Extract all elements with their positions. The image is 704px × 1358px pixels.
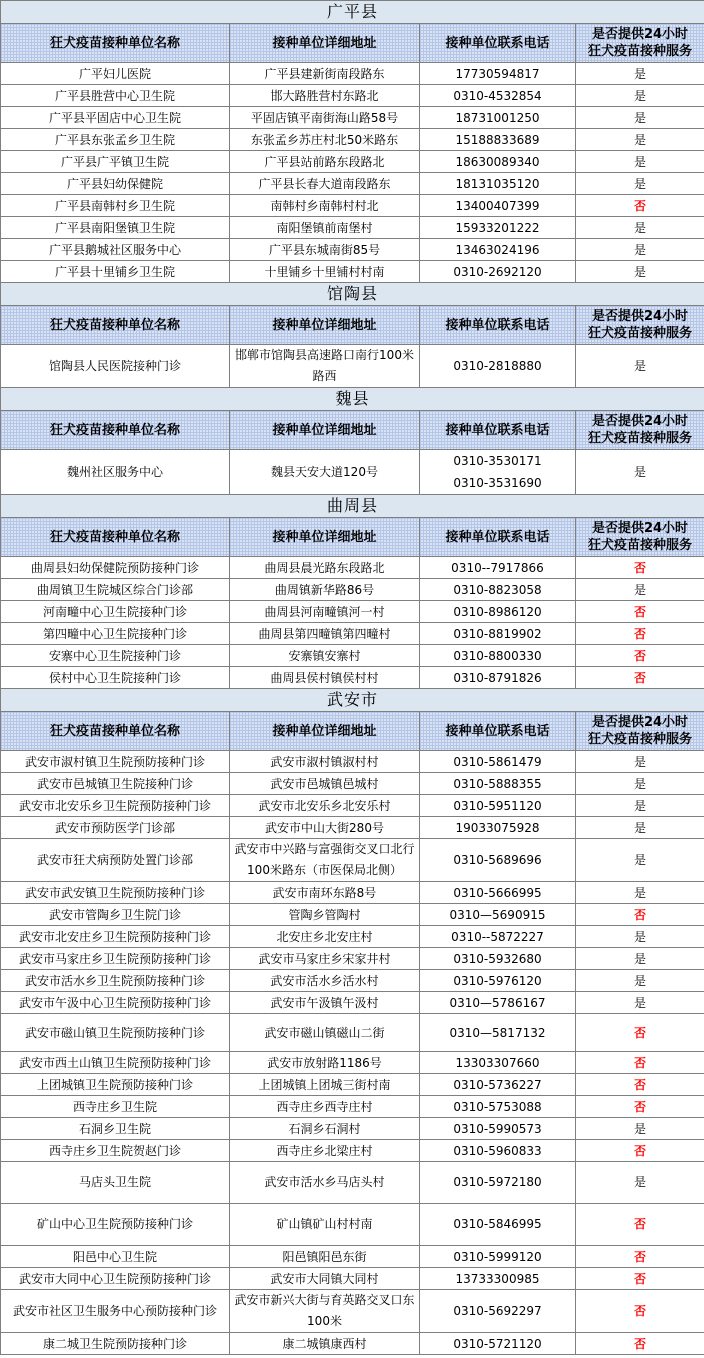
site-phone: 0310-5999120 (420, 1246, 576, 1268)
site-address: 十里铺乡十里铺村村南 (230, 261, 420, 283)
site-name: 矿山中心卫生院预防接种门诊 (1, 1204, 230, 1246)
site-phone: 0310—5817132 (420, 1014, 576, 1052)
service-24h: 是 (576, 992, 704, 1014)
table-row (1, 1014, 704, 1052)
table-row (1, 1204, 704, 1246)
site-phone: 0310—5690915 (420, 904, 576, 926)
header-row (1, 712, 704, 751)
site-phone: 17730594817 (420, 63, 576, 85)
site-phone: 0310-5990573 (420, 1118, 576, 1140)
service-24h: 是 (576, 261, 704, 283)
table-row (1, 1268, 704, 1290)
site-phone: 19033075928 (420, 817, 576, 839)
site-phone: 13303307660 (420, 1052, 576, 1074)
service-24h: 否 (576, 1074, 704, 1096)
site-name: 康二城卫生院预防接种门诊 (1, 1333, 230, 1355)
site-address: 曲周县第四疃镇第四疃村 (230, 623, 420, 645)
site-phone: 0310-8823058 (420, 579, 576, 601)
service-24h: 是 (576, 579, 704, 601)
site-address: 武安市活水乡活水村 (230, 970, 420, 992)
site-name: 武安市西土山镇卫生院预防接种门诊 (1, 1052, 230, 1074)
header-row (1, 411, 704, 450)
site-address: 南阳堡镇前南堡村 (230, 217, 420, 239)
site-name: 广平县东张孟乡卫生院 (1, 129, 230, 151)
site-phone: 0310-8791826 (420, 667, 576, 689)
header-address: 接种单位详细地址 (230, 411, 420, 450)
site-address: 武安市活水乡马店头村 (230, 1162, 420, 1204)
region-row (1, 495, 704, 518)
site-address: 东张孟乡苏庄村北50米路东 (230, 129, 420, 151)
site-name: 武安市淑村镇卫生院预防接种门诊 (1, 751, 230, 773)
table-row (1, 173, 704, 195)
site-address: 南韩村乡南韩村村北 (230, 195, 420, 217)
table-row (1, 623, 704, 645)
site-address: 广平县东城南街85号 (230, 239, 420, 261)
header-service (576, 518, 704, 557)
header-service-line1: 是否提供24小时 (591, 309, 689, 324)
site-address: 武安市邑城镇邑城村 (230, 773, 420, 795)
table-row (1, 1290, 704, 1333)
service-24h: 否 (576, 195, 704, 217)
site-address: 西寺庄乡北梁庄村 (230, 1140, 420, 1162)
site-name: 曲周镇卫生院城区综合门诊部 (1, 579, 230, 601)
site-address: 管陶乡管陶村 (230, 904, 420, 926)
table-body (1, 1, 704, 1355)
site-name: 广平妇儿医院 (1, 63, 230, 85)
site-name: 武安市大同中心卫生院预防接种门诊 (1, 1268, 230, 1290)
header-service (576, 306, 704, 345)
header-phone: 接种单位联系电话 (420, 306, 576, 345)
header-address: 接种单位详细地址 (230, 712, 420, 751)
table-row (1, 129, 704, 151)
service-24h: 是 (576, 450, 704, 495)
site-name: 武安市武安镇卫生院预防接种门诊 (1, 882, 230, 904)
site-address: 广平县站前路东段路北 (230, 151, 420, 173)
site-name: 武安市预防医学门诊部 (1, 817, 230, 839)
header-phone: 接种单位联系电话 (420, 411, 576, 450)
site-address: 北安庄乡北安庄村 (230, 926, 420, 948)
site-name: 武安市管陶乡卫生院门诊 (1, 904, 230, 926)
site-phone: 0310-5846995 (420, 1204, 576, 1246)
site-phone: 0310-5888355 (420, 773, 576, 795)
service-24h: 否 (576, 645, 704, 667)
site-address: 康二城镇康西村 (230, 1333, 420, 1355)
table-row (1, 773, 704, 795)
header-name: 狂犬疫苗接种单位名称 (1, 24, 230, 63)
site-address: 武安市淑村镇淑村村 (230, 751, 420, 773)
site-name: 西寺庄乡卫生院贺赵门诊 (1, 1140, 230, 1162)
table-row (1, 970, 704, 992)
service-24h: 是 (576, 107, 704, 129)
site-phone: 0310-8986120 (420, 601, 576, 623)
site-phone: 0310-5861479 (420, 751, 576, 773)
site-phone: 0310-5721120 (420, 1333, 576, 1355)
table-row (1, 195, 704, 217)
site-address: 武安市午汲镇午汲村 (230, 992, 420, 1014)
site-address: 武安市南环东路8号 (230, 882, 420, 904)
service-24h: 否 (576, 557, 704, 579)
service-24h: 否 (576, 1290, 704, 1333)
service-24h: 是 (576, 926, 704, 948)
site-name: 马店头卫生院 (1, 1162, 230, 1204)
table-row (1, 217, 704, 239)
header-service-line2: 狂犬疫苗接种服务 (588, 44, 693, 59)
header-address: 接种单位详细地址 (230, 24, 420, 63)
table-row (1, 1246, 704, 1268)
site-name: 广平县鹅城社区服务中心 (1, 239, 230, 261)
region-title: 魏县 (1, 388, 704, 411)
service-24h: 是 (576, 970, 704, 992)
header-row (1, 306, 704, 345)
site-address: 矿山镇矿山村村南 (230, 1204, 420, 1246)
site-address: 广平县长春大道南段路东 (230, 173, 420, 195)
table-row (1, 151, 704, 173)
site-name: 武安市活水乡卫生院预防接种门诊 (1, 970, 230, 992)
site-phone: 0310-5972180 (420, 1162, 576, 1204)
table-row (1, 882, 704, 904)
header-phone: 接种单位联系电话 (420, 712, 576, 751)
region-title: 武安市 (1, 689, 704, 712)
header-address: 接种单位详细地址 (230, 306, 420, 345)
header-service-line1: 是否提供24小时 (591, 414, 689, 429)
site-name: 武安市磁山镇卫生院预防接种门诊 (1, 1014, 230, 1052)
table-row (1, 948, 704, 970)
region-row (1, 283, 704, 306)
service-24h: 是 (576, 173, 704, 195)
site-address: 西寺庄乡西寺庄村 (230, 1096, 420, 1118)
table-row (1, 904, 704, 926)
service-24h: 是 (576, 1162, 704, 1204)
service-24h: 是 (576, 85, 704, 107)
header-row (1, 518, 704, 557)
service-24h: 是 (576, 882, 704, 904)
table-row (1, 1333, 704, 1355)
site-address: 阳邑镇阳邑东街 (230, 1246, 420, 1268)
table-row (1, 579, 704, 601)
header-service-line2: 狂犬疫苗接种服务 (588, 538, 693, 553)
service-24h: 否 (576, 1096, 704, 1118)
site-name: 武安市马家庄乡卫生院预防接种门诊 (1, 948, 230, 970)
site-address: 曲周县晨光路东段路北 (230, 557, 420, 579)
region-title: 馆陶县 (1, 283, 704, 306)
site-name: 武安市北安乐乡卫生院预防接种门诊 (1, 795, 230, 817)
header-service-line2: 狂犬疫苗接种服务 (588, 732, 693, 747)
site-phone: 15188833689 (420, 129, 576, 151)
site-address: 广平县建新街南段路东 (230, 63, 420, 85)
site-phone: 0310-5932680 (420, 948, 576, 970)
site-phone: 0310-5951120 (420, 795, 576, 817)
table-row (1, 239, 704, 261)
service-24h: 是 (576, 948, 704, 970)
table-row (1, 1118, 704, 1140)
site-phone: 18131035120 (420, 173, 576, 195)
header-service-line2: 狂犬疫苗接种服务 (588, 431, 693, 446)
site-phone: 13733300985 (420, 1268, 576, 1290)
region-row (1, 1, 704, 24)
site-name: 广平县妇幼保健院 (1, 173, 230, 195)
service-24h: 是 (576, 345, 704, 388)
site-address: 魏县天安大道120号 (230, 450, 420, 495)
region-title: 曲周县 (1, 495, 704, 518)
site-name: 武安市狂犬病预防处置门诊部 (1, 839, 230, 882)
header-service-line2: 狂犬疫苗接种服务 (588, 326, 693, 341)
site-name: 广平县南阳堡镇卫生院 (1, 217, 230, 239)
header-phone: 接种单位联系电话 (420, 24, 576, 63)
service-24h: 是 (576, 217, 704, 239)
table-row (1, 667, 704, 689)
site-name: 武安市社区卫生服务中心预防接种门诊 (1, 1290, 230, 1333)
site-name: 阳邑中心卫生院 (1, 1246, 230, 1268)
site-name: 西寺庄乡卫生院 (1, 1096, 230, 1118)
service-24h: 否 (576, 904, 704, 926)
header-name: 狂犬疫苗接种单位名称 (1, 712, 230, 751)
site-address: 武安市放射路1186号 (230, 1052, 420, 1074)
table-row (1, 645, 704, 667)
site-name: 第四疃中心卫生院接种门诊 (1, 623, 230, 645)
header-name: 狂犬疫苗接种单位名称 (1, 411, 230, 450)
site-phone: 0310--5872227 (420, 926, 576, 948)
service-24h: 是 (576, 839, 704, 882)
site-name: 上团城镇卫生院预防接种门诊 (1, 1074, 230, 1096)
header-name: 狂犬疫苗接种单位名称 (1, 518, 230, 557)
site-name: 安寨中心卫生院接种门诊 (1, 645, 230, 667)
service-24h: 否 (576, 1014, 704, 1052)
site-phone: 0310-3530171 0310-3531690 (420, 450, 576, 495)
header-service (576, 712, 704, 751)
site-address: 武安市大同镇大同村 (230, 1268, 420, 1290)
site-phone: 13400407399 (420, 195, 576, 217)
site-name: 魏州社区服务中心 (1, 450, 230, 495)
site-phone: 0310-8800330 (420, 645, 576, 667)
site-address: 武安市北安乐乡北安乐村 (230, 795, 420, 817)
site-name: 广平县胜营中心卫生院 (1, 85, 230, 107)
header-service (576, 411, 704, 450)
service-24h: 是 (576, 795, 704, 817)
site-address: 邯郸市馆陶县高速路口南行100米路西 (230, 345, 420, 388)
table-row (1, 795, 704, 817)
header-service (576, 24, 704, 63)
site-phone: 0310—5786167 (420, 992, 576, 1014)
service-24h: 否 (576, 1268, 704, 1290)
site-address: 曲周镇新华路86号 (230, 579, 420, 601)
service-24h: 是 (576, 751, 704, 773)
header-phone: 接种单位联系电话 (420, 518, 576, 557)
table-row (1, 992, 704, 1014)
table-row (1, 926, 704, 948)
table-row (1, 107, 704, 129)
service-24h: 是 (576, 63, 704, 85)
site-address: 安寨镇安寨村 (230, 645, 420, 667)
table-row (1, 601, 704, 623)
site-phone: 0310-5736227 (420, 1074, 576, 1096)
site-phone: 18630089340 (420, 151, 576, 173)
table-row (1, 1140, 704, 1162)
table-row (1, 817, 704, 839)
service-24h: 否 (576, 1246, 704, 1268)
table-row (1, 557, 704, 579)
service-24h: 否 (576, 1333, 704, 1355)
site-name: 广平县平固店中心卫生院 (1, 107, 230, 129)
table-row (1, 751, 704, 773)
service-24h: 否 (576, 667, 704, 689)
site-phone: 18731001250 (420, 107, 576, 129)
site-address: 曲周县河南疃镇河一村 (230, 601, 420, 623)
site-phone: 15933201222 (420, 217, 576, 239)
site-address: 武安市马家庄乡宋家井村 (230, 948, 420, 970)
table-row (1, 839, 704, 882)
site-phone: 13463024196 (420, 239, 576, 261)
service-24h: 否 (576, 1052, 704, 1074)
site-name: 广平县十里铺乡卫生院 (1, 261, 230, 283)
site-phone: 0310-5692297 (420, 1290, 576, 1333)
table-row (1, 1162, 704, 1204)
site-address: 邯大路胜营村东路北 (230, 85, 420, 107)
header-row (1, 24, 704, 63)
site-phone: 0310-5666995 (420, 882, 576, 904)
service-24h: 是 (576, 151, 704, 173)
service-24h: 是 (576, 817, 704, 839)
service-24h: 否 (576, 623, 704, 645)
table-row (1, 1096, 704, 1118)
site-name: 武安市北安庄乡卫生院预防接种门诊 (1, 926, 230, 948)
service-24h: 是 (576, 239, 704, 261)
site-address: 武安市中兴路与富强街交叉口北行100米路东（市医保局北侧） (230, 839, 420, 882)
header-address: 接种单位详细地址 (230, 518, 420, 557)
header-service-line1: 是否提供24小时 (591, 715, 689, 730)
service-24h: 是 (576, 129, 704, 151)
region-title: 广平县 (1, 1, 704, 24)
site-address: 武安市新兴大街与育英路交叉口东100米 (230, 1290, 420, 1333)
site-phone: 0310-5976120 (420, 970, 576, 992)
table-row (1, 1074, 704, 1096)
site-phone: 0310-5960833 (420, 1140, 576, 1162)
site-name: 石洞乡卫生院 (1, 1118, 230, 1140)
table-row (1, 85, 704, 107)
site-address: 曲周县侯村镇侯村村 (230, 667, 420, 689)
region-row (1, 689, 704, 712)
site-address: 武安市中山大街280号 (230, 817, 420, 839)
site-address: 石洞乡石洞村 (230, 1118, 420, 1140)
site-phone: 0310-2692120 (420, 261, 576, 283)
service-24h: 否 (576, 601, 704, 623)
table-row (1, 63, 704, 85)
service-24h: 是 (576, 1118, 704, 1140)
table-row (1, 345, 704, 388)
site-name: 广平县广平镇卫生院 (1, 151, 230, 173)
header-name: 狂犬疫苗接种单位名称 (1, 306, 230, 345)
site-name: 河南疃中心卫生院接种门诊 (1, 601, 230, 623)
header-service-line1: 是否提供24小时 (591, 521, 689, 536)
site-address: 上团城镇上团城三街村南 (230, 1074, 420, 1096)
site-phone: 0310--7917866 (420, 557, 576, 579)
site-address: 武安市磁山镇磁山二街 (230, 1014, 420, 1052)
header-service-line1: 是否提供24小时 (591, 27, 689, 42)
site-name: 馆陶县人民医院接种门诊 (1, 345, 230, 388)
site-name: 侯村中心卫生院接种门诊 (1, 667, 230, 689)
site-phone: 0310-2818880 (420, 345, 576, 388)
site-name: 武安市邑城镇卫生院接种门诊 (1, 773, 230, 795)
site-phone: 0310-4532854 (420, 85, 576, 107)
table-row (1, 261, 704, 283)
region-row (1, 388, 704, 411)
service-24h: 否 (576, 1140, 704, 1162)
site-name: 广平县南韩村乡卫生院 (1, 195, 230, 217)
service-24h: 否 (576, 1204, 704, 1246)
table-row (1, 1052, 704, 1074)
site-phone: 0310-5689696 (420, 839, 576, 882)
site-name: 武安市午汲中心卫生院预防接种门诊 (1, 992, 230, 1014)
site-name: 曲周县妇幼保健院预防接种门诊 (1, 557, 230, 579)
service-24h: 是 (576, 773, 704, 795)
table-row (1, 450, 704, 495)
site-phone: 0310-8819902 (420, 623, 576, 645)
site-phone: 0310-5753088 (420, 1096, 576, 1118)
site-address: 平固店镇平南街海山路58号 (230, 107, 420, 129)
